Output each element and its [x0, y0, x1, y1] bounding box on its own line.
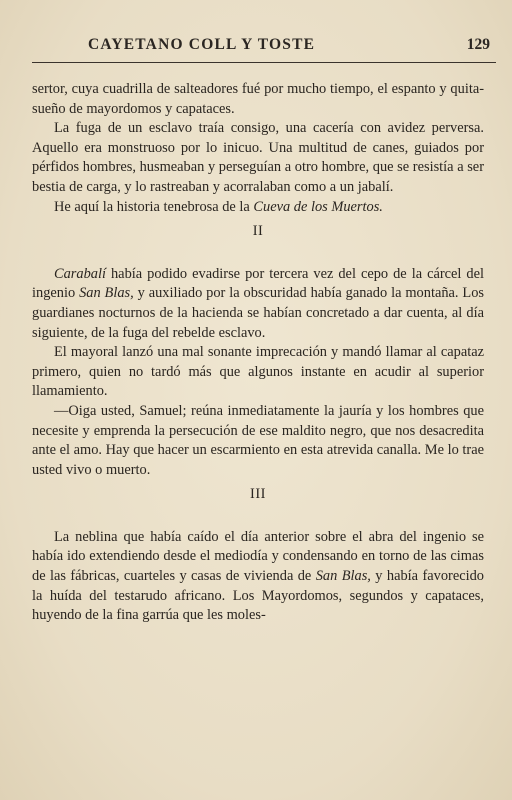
- paragraph-7-text-2: y había favorecido la huída del testarudo africano. Los Mayordomos, segundos y capataces, huyendo de la fina garrúa que les moles-: [32, 568, 484, 624]
- paragraph-5: El mayoral lanzó una mal sonante imprecación y mandó llamar al capataz primero, quien no tardó más que algunos instante en acudir al superior llamamiento.: [32, 344, 484, 400]
- paragraph-4-text-2: y auxiliado por la obscuridad había ganado la montaña. Los guardianes nocturnos de la hacienda se habían concretado a dar cuenta, al día siguiente, de la fuga del rebelde esclavo.: [32, 285, 484, 341]
- paragraph-4: [32, 265, 484, 343]
- paragraph-3-text: He aquí la historia tenebrosa de la: [54, 198, 254, 215]
- paragraph-3: [32, 198, 484, 218]
- paragraph-3-italic: Cueva de los Muertos.: [253, 198, 383, 215]
- page-number: 129: [466, 36, 490, 53]
- paragraph-7-italic: San Blas,: [315, 568, 371, 585]
- paragraph-1: sertor, cuya cuadrilla de salteadores fué por mucho tiempo, el espanto y quita-sueño de mayordomos y capataces.: [32, 81, 484, 117]
- paragraph-4-italic-1: Carabalí: [54, 265, 106, 282]
- paragraph-7: [32, 528, 484, 626]
- header-rule: [32, 62, 496, 63]
- paragraph-6: —Oiga usted, Samuel; reúna inmediatamente la jauría y los hombres que necesite y emprenda la persecución de ese maldito negro, que nos desacredita ante el amo. Hay que hacer un escarmiento en esta atrevida canalla. Me lo trae usted vivo o muerto.: [32, 402, 484, 478]
- paragraph-7-text-1: La neblina que había caído el día anterior sobre el abra del ingenio se había ido extendiendo desde el mediodía y condensando en torno de las cimas de las fábricas, cuarteles y casas de vivienda de: [32, 528, 484, 585]
- section-heading-3: III: [250, 486, 266, 503]
- paragraph-4-text-1: había podido evadirse por tercera vez del cepo de la cárcel del ingenio: [32, 265, 484, 302]
- body-text: [32, 80, 484, 626]
- section-heading-2: II: [252, 223, 264, 240]
- paragraph-4-italic-2: San Blas,: [79, 285, 134, 302]
- running-head-title: CAYETANO COLL Y TOSTE: [88, 36, 316, 53]
- running-head: [32, 36, 496, 60]
- paragraph-2: La fuga de un esclavo traía consigo, una cacería con avidez perversa. Aquello era monstruoso por lo inicuo. Una multitud de canes, guiados por pérfidos hombres, husmeaban y perseguían a otro hombre, que se resistía a ser bestia de carga, y lo rastreaban y acorralaban como a un jabalí.: [32, 120, 484, 195]
